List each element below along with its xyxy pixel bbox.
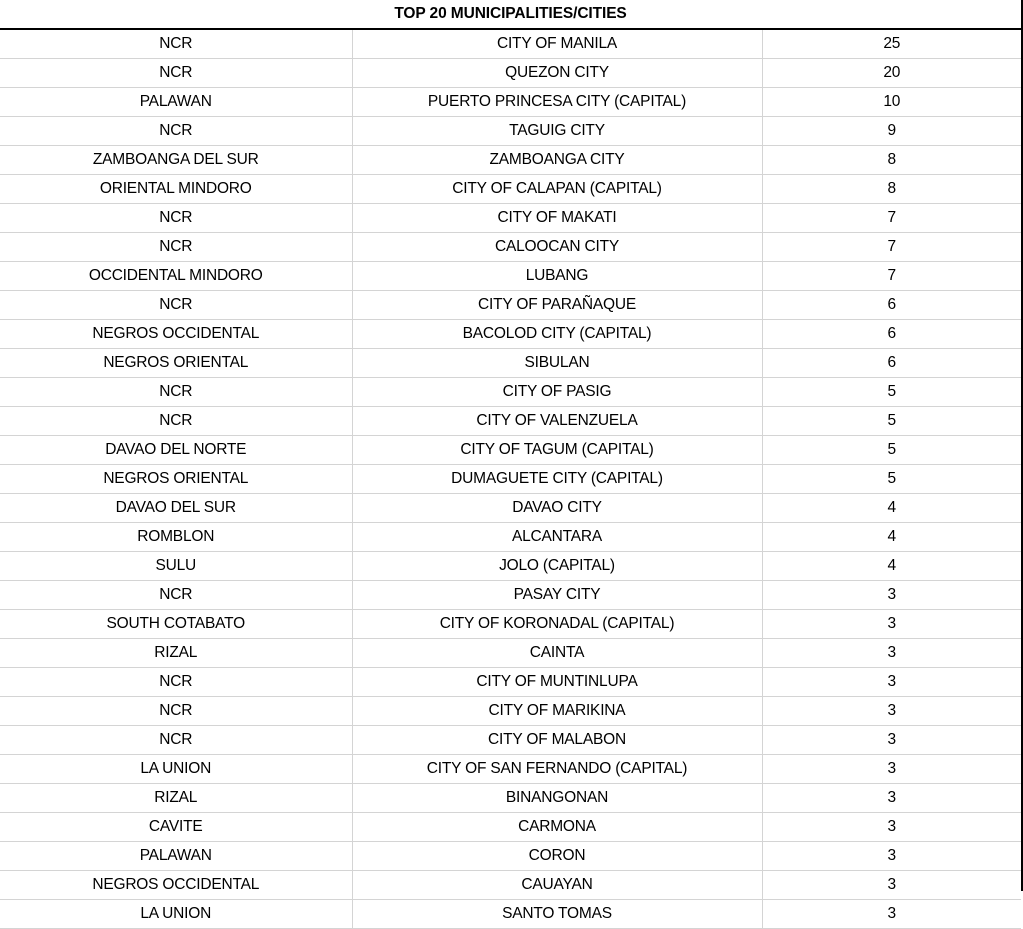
province-cell[interactable]: NEGROS ORIENTAL xyxy=(0,465,352,494)
city-cell[interactable]: LUBANG xyxy=(352,262,762,291)
count-cell[interactable]: 9 xyxy=(762,117,1021,146)
city-cell[interactable]: CALOOCAN CITY xyxy=(352,233,762,262)
province-cell[interactable]: SOUTH COTABATO xyxy=(0,610,352,639)
city-cell[interactable]: CITY OF PARAÑAQUE xyxy=(352,291,762,320)
province-cell[interactable]: RIZAL xyxy=(0,784,352,813)
province-cell[interactable]: DAVAO DEL SUR xyxy=(0,494,352,523)
province-cell[interactable]: NCR xyxy=(0,233,352,262)
city-cell[interactable]: CORON xyxy=(352,842,762,871)
table-row xyxy=(0,204,1021,233)
province-cell[interactable]: NCR xyxy=(0,726,352,755)
count-cell[interactable]: 3 xyxy=(762,842,1021,871)
province-cell[interactable]: PALAWAN xyxy=(0,88,352,117)
province-cell[interactable]: NEGROS ORIENTAL xyxy=(0,349,352,378)
city-cell[interactable]: BACOLOD CITY (CAPITAL) xyxy=(352,320,762,349)
province-cell[interactable]: NCR xyxy=(0,668,352,697)
count-cell[interactable]: 3 xyxy=(762,813,1021,842)
province-cell[interactable]: ZAMBOANGA DEL SUR xyxy=(0,146,352,175)
province-cell[interactable]: NCR xyxy=(0,407,352,436)
province-cell[interactable]: NCR xyxy=(0,697,352,726)
title-row xyxy=(0,0,1021,29)
city-cell[interactable]: BINANGONAN xyxy=(352,784,762,813)
count-cell[interactable]: 3 xyxy=(762,784,1021,813)
count-cell[interactable]: 3 xyxy=(762,610,1021,639)
province-cell[interactable]: NCR xyxy=(0,204,352,233)
table-row xyxy=(0,726,1021,755)
table-row xyxy=(0,871,1021,900)
count-cell[interactable]: 5 xyxy=(762,465,1021,494)
table-row xyxy=(0,117,1021,146)
count-cell[interactable]: 4 xyxy=(762,523,1021,552)
count-cell[interactable]: 25 xyxy=(762,29,1021,59)
province-cell[interactable]: NCR xyxy=(0,378,352,407)
count-cell[interactable]: 3 xyxy=(762,726,1021,755)
count-cell[interactable]: 6 xyxy=(762,291,1021,320)
province-cell[interactable]: NCR xyxy=(0,29,352,59)
table-row xyxy=(0,755,1021,784)
province-cell[interactable]: LA UNION xyxy=(0,755,352,784)
province-cell[interactable]: CAVITE xyxy=(0,813,352,842)
table-row xyxy=(0,320,1021,349)
city-cell[interactable]: ZAMBOANGA CITY xyxy=(352,146,762,175)
city-cell[interactable]: SANTO TOMAS xyxy=(352,900,762,929)
count-cell[interactable]: 20 xyxy=(762,59,1021,88)
city-cell[interactable]: QUEZON CITY xyxy=(352,59,762,88)
table-row xyxy=(0,146,1021,175)
province-cell[interactable]: NEGROS OCCIDENTAL xyxy=(0,320,352,349)
count-cell[interactable]: 7 xyxy=(762,204,1021,233)
city-cell[interactable]: ALCANTARA xyxy=(352,523,762,552)
count-cell[interactable]: 3 xyxy=(762,871,1021,900)
city-cell[interactable]: CITY OF KORONADAL (CAPITAL) xyxy=(352,610,762,639)
count-cell[interactable]: 5 xyxy=(762,378,1021,407)
count-cell[interactable]: 8 xyxy=(762,146,1021,175)
table-row xyxy=(0,784,1021,813)
count-cell[interactable]: 3 xyxy=(762,668,1021,697)
table-row xyxy=(0,697,1021,726)
city-cell[interactable]: CITY OF CALAPAN (CAPITAL) xyxy=(352,175,762,204)
table-row xyxy=(0,842,1021,871)
table-body xyxy=(0,29,1021,929)
count-cell[interactable]: 5 xyxy=(762,436,1021,465)
table-row xyxy=(0,88,1021,117)
count-cell[interactable]: 7 xyxy=(762,262,1021,291)
count-cell[interactable]: 3 xyxy=(762,639,1021,668)
table-row xyxy=(0,668,1021,697)
count-cell[interactable]: 3 xyxy=(762,581,1021,610)
province-cell[interactable]: NCR xyxy=(0,117,352,146)
city-cell[interactable]: DUMAGUETE CITY (CAPITAL) xyxy=(352,465,762,494)
city-cell[interactable]: JOLO (CAPITAL) xyxy=(352,552,762,581)
province-cell[interactable]: NCR xyxy=(0,581,352,610)
city-cell[interactable]: CITY OF MARIKINA xyxy=(352,697,762,726)
table-row xyxy=(0,29,1021,59)
count-cell[interactable]: 5 xyxy=(762,407,1021,436)
count-cell[interactable]: 7 xyxy=(762,233,1021,262)
table-row xyxy=(0,349,1021,378)
city-cell[interactable]: CITY OF MAKATI xyxy=(352,204,762,233)
province-cell[interactable]: RIZAL xyxy=(0,639,352,668)
count-cell[interactable]: 8 xyxy=(762,175,1021,204)
count-cell[interactable]: 3 xyxy=(762,755,1021,784)
table-row xyxy=(0,465,1021,494)
table-row xyxy=(0,291,1021,320)
table-row xyxy=(0,262,1021,291)
table-row xyxy=(0,378,1021,407)
table-row xyxy=(0,175,1021,204)
table-row xyxy=(0,610,1021,639)
table-row xyxy=(0,639,1021,668)
province-cell[interactable]: ROMBLON xyxy=(0,523,352,552)
table-row xyxy=(0,900,1021,929)
table-row xyxy=(0,552,1021,581)
city-cell[interactable]: PASAY CITY xyxy=(352,581,762,610)
count-cell[interactable]: 10 xyxy=(762,88,1021,117)
count-cell[interactable]: 6 xyxy=(762,349,1021,378)
table-title[interactable]: TOP 20 MUNICIPALITIES/CITIES xyxy=(0,0,1021,29)
city-cell[interactable]: CITY OF MUNTINLUPA xyxy=(352,668,762,697)
city-cell[interactable]: CITY OF PASIG xyxy=(352,378,762,407)
table-row xyxy=(0,523,1021,552)
city-cell[interactable]: DAVAO CITY xyxy=(352,494,762,523)
province-cell[interactable]: OCCIDENTAL MINDORO xyxy=(0,262,352,291)
city-cell[interactable]: CAINTA xyxy=(352,639,762,668)
province-cell[interactable]: LA UNION xyxy=(0,900,352,929)
table-row xyxy=(0,407,1021,436)
province-cell[interactable]: SULU xyxy=(0,552,352,581)
city-cell[interactable]: CITY OF TAGUM (CAPITAL) xyxy=(352,436,762,465)
count-cell[interactable]: 3 xyxy=(762,900,1021,929)
table-row xyxy=(0,436,1021,465)
table-row xyxy=(0,233,1021,262)
city-cell[interactable]: PUERTO PRINCESA CITY (CAPITAL) xyxy=(352,88,762,117)
count-cell[interactable]: 6 xyxy=(762,320,1021,349)
city-cell[interactable]: CARMONA xyxy=(352,813,762,842)
city-cell[interactable]: CITY OF MALABON xyxy=(352,726,762,755)
city-cell[interactable]: TAGUIG CITY xyxy=(352,117,762,146)
table-row xyxy=(0,581,1021,610)
table-row xyxy=(0,813,1021,842)
city-cell[interactable]: CITY OF MANILA xyxy=(352,29,762,59)
province-cell[interactable]: DAVAO DEL NORTE xyxy=(0,436,352,465)
city-cell[interactable]: CITY OF SAN FERNANDO (CAPITAL) xyxy=(352,755,762,784)
city-cell[interactable]: SIBULAN xyxy=(352,349,762,378)
province-cell[interactable]: NEGROS OCCIDENTAL xyxy=(0,871,352,900)
city-cell[interactable]: CAUAYAN xyxy=(352,871,762,900)
province-cell[interactable]: NCR xyxy=(0,59,352,88)
table-row xyxy=(0,59,1021,88)
province-cell[interactable]: NCR xyxy=(0,291,352,320)
city-cell[interactable]: CITY OF VALENZUELA xyxy=(352,407,762,436)
count-cell[interactable]: 4 xyxy=(762,494,1021,523)
province-cell[interactable]: PALAWAN xyxy=(0,842,352,871)
count-cell[interactable]: 3 xyxy=(762,697,1021,726)
count-cell[interactable]: 4 xyxy=(762,552,1021,581)
table-row xyxy=(0,494,1021,523)
province-cell[interactable]: ORIENTAL MINDORO xyxy=(0,175,352,204)
